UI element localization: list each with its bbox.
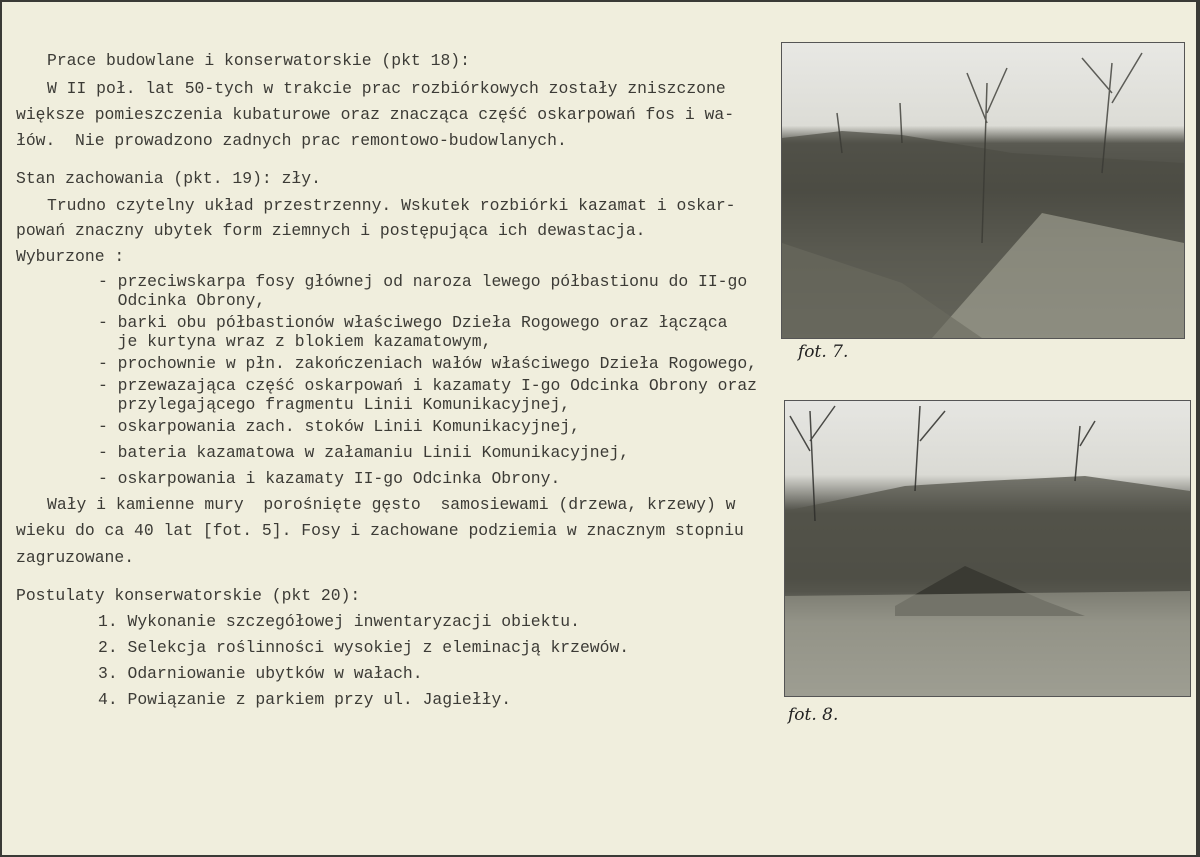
list-item: - oskarpowania zach. stoków Linii Komunikacyjnej,	[98, 417, 580, 436]
paragraph-line: zagruzowane.	[16, 548, 135, 567]
paragraph-line: Wały i kamienne mury porośnięte gęsto samosiewami (drzewa, krzewy) w	[47, 495, 736, 514]
list-item: - prochownie w płn. zakończeniach wałów właściwego Dzieła Rogowego,	[98, 354, 758, 373]
list-item: - oskarpowania i kazamaty II-go Odcinka Obrony.	[98, 469, 561, 488]
document-page	[2, 2, 1196, 855]
postulate-item: 1. Wykonanie szczegółowej inwentaryzacji obiektu.	[98, 612, 580, 631]
demolished-label: Wyburzone :	[16, 247, 125, 266]
list-item: - bateria kazamatowa w załamaniu Linii Komunikacyjnej,	[98, 443, 630, 462]
heading-works: Prace budowlane i konserwatorskie (pkt 18):	[47, 51, 470, 70]
paragraph-line: wieku do ca 40 lat [fot. 5]. Fosy i zachowane podziemia w znacznym stopniu	[16, 521, 744, 540]
photo-caption: fot. 7.	[798, 342, 849, 362]
paragraph-line: łów. Nie prowadzono zadnych prac remontowo-budowlanych.	[16, 131, 567, 150]
postulate-item: 3. Odarniowanie ubytków w wałach.	[98, 664, 423, 683]
paragraph-line: powań znaczny ubytek form ziemnych i postępująca ich dewastacja.	[16, 221, 646, 240]
photo-fort-ramparts-8	[784, 400, 1191, 697]
photo-fort-ramparts-7	[781, 42, 1185, 339]
list-item: - barki obu półbastionów właściwego Dzieła Rogowego oraz łącząca je kurtyna wraz z blokiem kazamatowym,	[98, 313, 728, 351]
heading-postulates: Postulaty konserwatorskie (pkt 20):	[16, 586, 361, 605]
paragraph-line: Trudno czytelny układ przestrzenny. Wskutek rozbiórki kazamat i oskar-	[47, 196, 736, 215]
heading-condition: Stan zachowania (pkt. 19): zły.	[16, 169, 321, 188]
list-item: - przewazająca część oskarpowań i kazamaty I-go Odcinka Obrony oraz przylegającego fragmentu Linii Komunikacyjnej,	[98, 376, 758, 414]
list-item: - przeciwskarpa fosy głównej od naroza lewego półbastionu do II-go Odcinka Obrony,	[98, 272, 748, 310]
paragraph-line: większe pomieszczenia kubaturowe oraz znacząca część oskarpowań fos i wa-	[16, 105, 735, 124]
postulate-item: 4. Powiązanie z parkiem przy ul. Jagiełły.	[98, 690, 512, 709]
postulate-item: 2. Selekcja roślinności wysokiej z eleminacją krzewów.	[98, 638, 630, 657]
paragraph-line: W II poł. lat 50-tych w trakcie prac rozbiórkowych zostały zniszczone	[47, 79, 726, 98]
photo-caption: fot. 8.	[788, 705, 839, 725]
